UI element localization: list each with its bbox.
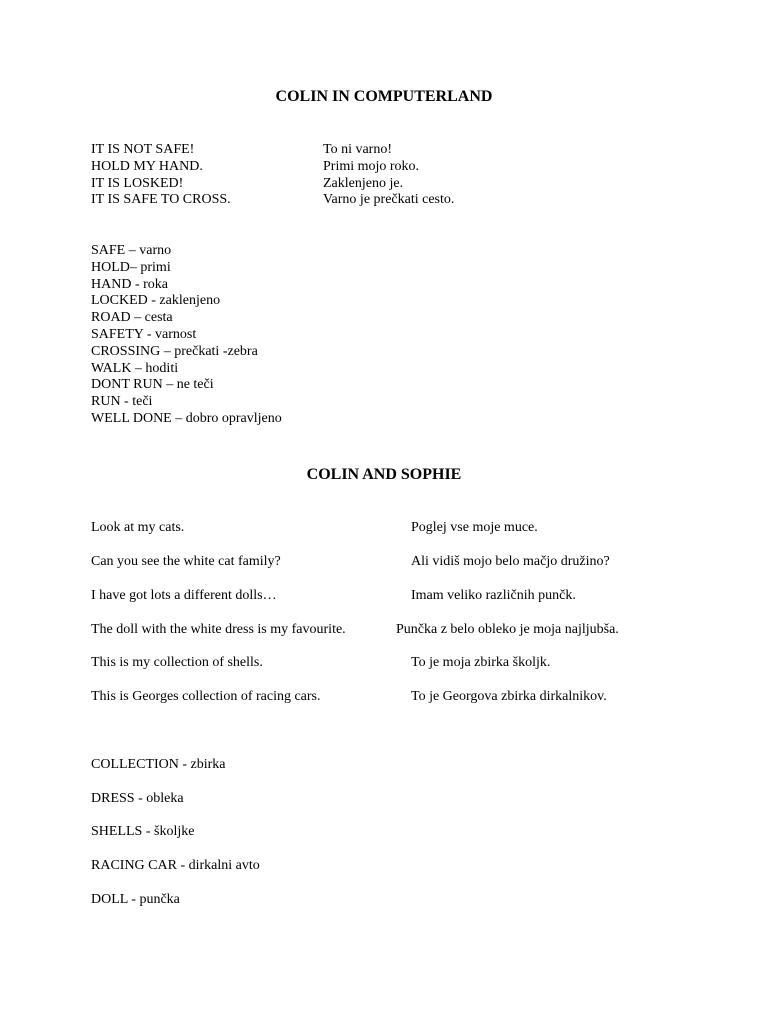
vocab-item: RACING CAR - dirkalni avto (91, 858, 260, 873)
phrase-row (0, 621, 768, 639)
section-title-colin-in-computerland: COLIN IN COMPUTERLAND (275, 88, 493, 105)
phrase-row (0, 587, 768, 605)
vocab-item: RUN - teči (91, 394, 153, 410)
vocab-item: LOCKED - zaklenjeno (91, 293, 221, 309)
phrase-en: I have got lots a different dolls… (91, 588, 277, 603)
phrase-row (0, 553, 768, 571)
phrase-row (0, 654, 768, 672)
phrase-sl: Zaklenjeno je. (323, 175, 404, 191)
phrase-list-slovene (323, 142, 454, 209)
vocab-item: SHELLS - školjke (91, 824, 195, 839)
phrase-en: Can you see the white cat family? (91, 554, 281, 569)
phrase-en: The doll with the white dress is my favourite. (91, 622, 346, 637)
vocab-item: HAND - roka (91, 276, 168, 292)
vocab-item: DONT RUN – ne teči (91, 377, 214, 393)
phrase-sl: To je Georgova zbirka dirkalnikov. (411, 689, 607, 704)
vocabulary-list-1 (91, 243, 282, 428)
vocab-item: SAFETY - varnost (91, 326, 197, 342)
phrase-en: IT IS NOT SAFE! (91, 142, 195, 157)
phrase-sl: To je moja zbirka školjk. (411, 655, 551, 670)
phrase-sl: Primi mojo roko. (323, 158, 420, 174)
vocab-item: DOLL - punčka (91, 892, 180, 907)
vocab-item: HOLD– primi (91, 259, 171, 275)
section-title-colin-and-sophie: COLIN AND SOPHIE (306, 466, 462, 483)
phrase-row (0, 688, 768, 706)
phrase-list-english (91, 142, 231, 209)
phrase-sl: Ali vidiš mojo belo mačjo družino? (411, 554, 610, 569)
vocab-item: WALK – hoditi (91, 360, 179, 376)
vocab-item: CROSSING – prečkati -zebra (91, 343, 258, 359)
vocab-item: SAFE – varno (91, 243, 172, 258)
phrase-en: This is my collection of shells. (91, 655, 263, 670)
phrase-en: Look at my cats. (91, 520, 185, 535)
phrase-en: HOLD MY HAND. (91, 158, 203, 174)
vocab-item: WELL DONE – dobro opravljeno (91, 410, 282, 426)
phrase-en: This is Georges collection of racing cars. (91, 689, 321, 704)
vocab-item: ROAD – cesta (91, 310, 173, 326)
phrase-sl: Imam veliko različnih punčk. (411, 588, 576, 603)
phrase-sl: Varno je prečkati cesto. (323, 192, 455, 208)
phrase-row (0, 519, 768, 537)
phrase-sl: To ni varno! (323, 142, 393, 157)
phrase-en: IT IS LOSKED! (91, 175, 184, 191)
vocab-item: DRESS - obleka (91, 791, 184, 806)
vocab-item: COLLECTION - zbirka (91, 757, 226, 772)
phrase-sl: Poglej vse moje muce. (411, 520, 538, 535)
phrase-en: IT IS SAFE TO CROSS. (91, 192, 231, 208)
phrase-sl: Punčka z belo obleko je moja najljubša. (396, 622, 619, 637)
